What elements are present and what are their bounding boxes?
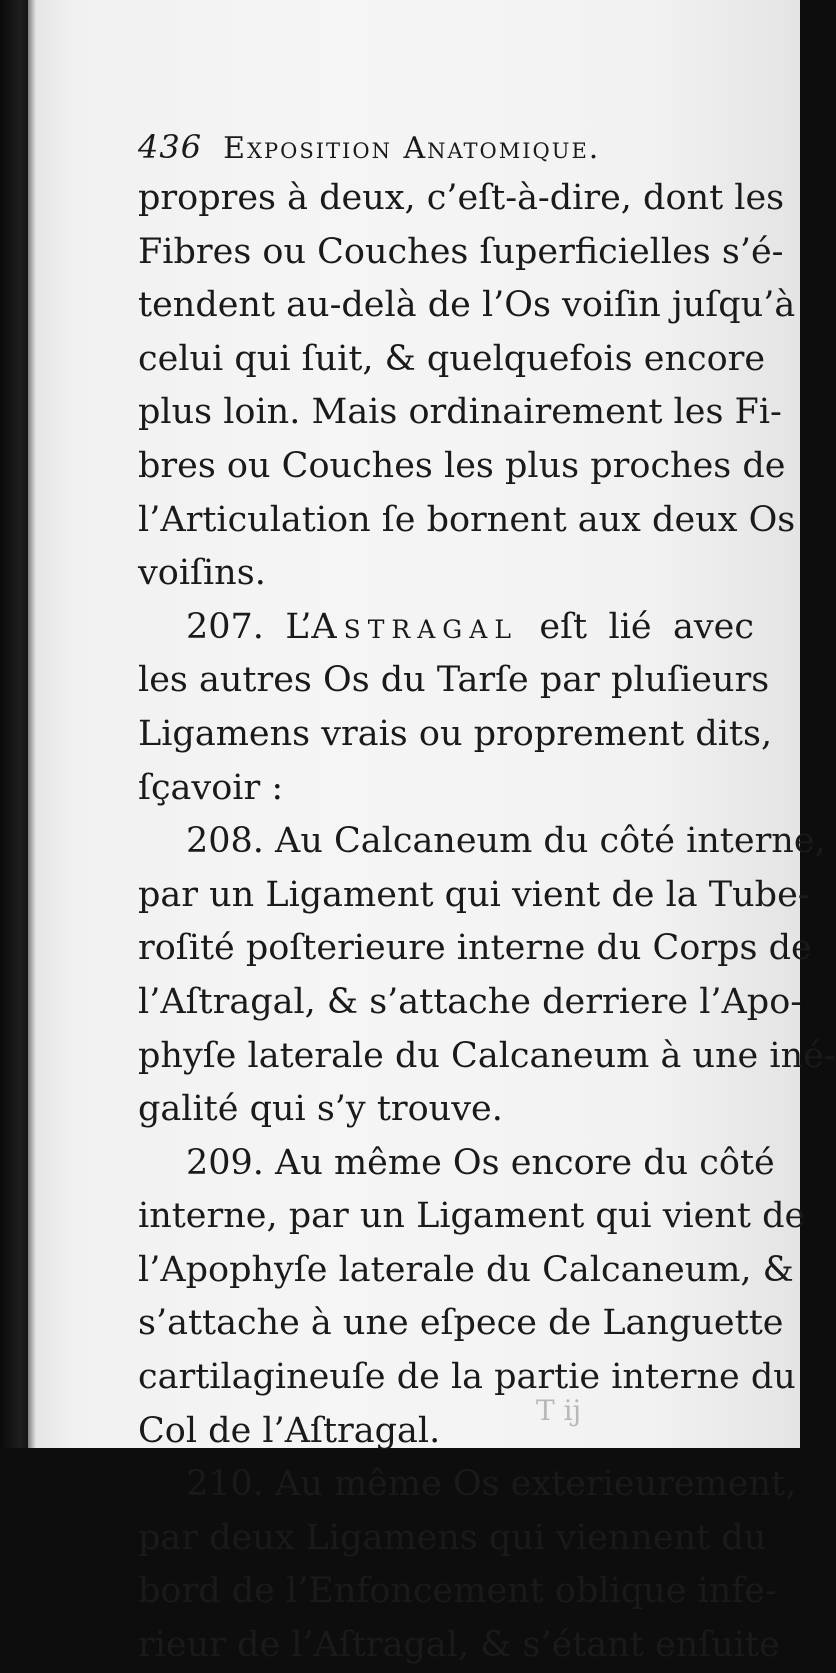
text-line: Col de l’Aſtragal. xyxy=(138,1410,441,1451)
text-line: par un Ligament qui vient de la Tube- xyxy=(138,874,810,915)
text-line: Fibres ou Couches ſuperficielles s’é- xyxy=(138,231,784,272)
text-line: par deux Ligamens qui viennent du xyxy=(138,1517,767,1558)
text-line: galité qui s’y trouve. xyxy=(138,1089,503,1130)
text-line: celui qui ſuit, & quelquefois encore xyxy=(138,338,766,379)
text-line: Ligamens vrais ou proprement dits, xyxy=(138,713,773,754)
paragraph-209-first-line: 209. Au même Os encore du côté xyxy=(186,1142,775,1183)
page-header xyxy=(138,128,748,174)
running-title: Exposition Anatomique. xyxy=(223,131,601,166)
text-line: l’Apophyſe laterale du Calcaneum, & xyxy=(138,1249,794,1290)
paragraph-lead: 207. L’ xyxy=(186,606,312,647)
text-line: plus loin. Mais ordinairement les Fi- xyxy=(138,392,782,433)
text-line: interne, par un Ligament qui vient de xyxy=(138,1196,806,1237)
text-line: propres à deux, c’eſt-à-dire, dont les xyxy=(138,178,785,218)
text-line: roſité poſterieure interne du Corps de xyxy=(138,928,812,969)
paragraph-lead-rest: eſt lié avec xyxy=(517,606,754,647)
text-line: bord de l’Enfoncement oblique infe- xyxy=(138,1571,777,1612)
text-line: phyſe laterale du Calcaneum à une iné- xyxy=(138,1035,836,1076)
text-line: l’Aſtragal, & s’attache derriere l’Apo- xyxy=(138,981,803,1022)
text-line: s’attache à une eſpece de Languette xyxy=(138,1303,784,1344)
paragraph-210-first-line: 210. Au même Os exterieurement, xyxy=(186,1464,797,1505)
body-text xyxy=(138,172,836,1673)
text-line: ſçavoir : xyxy=(138,767,284,808)
paragraph-207-first-line xyxy=(138,601,754,655)
page-number: 436 xyxy=(138,128,203,166)
text-line: rieur de l’Aſtragal, & s’étant enſuite xyxy=(138,1625,780,1666)
text-line: tendent au-delà de l’Os voiſin juſqu’à xyxy=(138,285,796,326)
paragraph-208-first-line: 208. Au Calcaneum du côté interne, xyxy=(186,821,826,862)
small-caps-term: Astragal xyxy=(311,606,518,647)
text-line: l’Articulation ſe bornent aux deux Os xyxy=(138,499,796,540)
binding-shadow xyxy=(0,0,36,1448)
signature-mark: T ij xyxy=(536,1394,582,1427)
text-line: cartilagineuſe de la partie interne du xyxy=(138,1357,796,1398)
text-line: les autres Os du Tarſe par pluſieurs xyxy=(138,660,770,701)
text-line: bres ou Couches les plus proches de xyxy=(138,445,786,486)
text-line: voiſins. xyxy=(138,553,266,594)
